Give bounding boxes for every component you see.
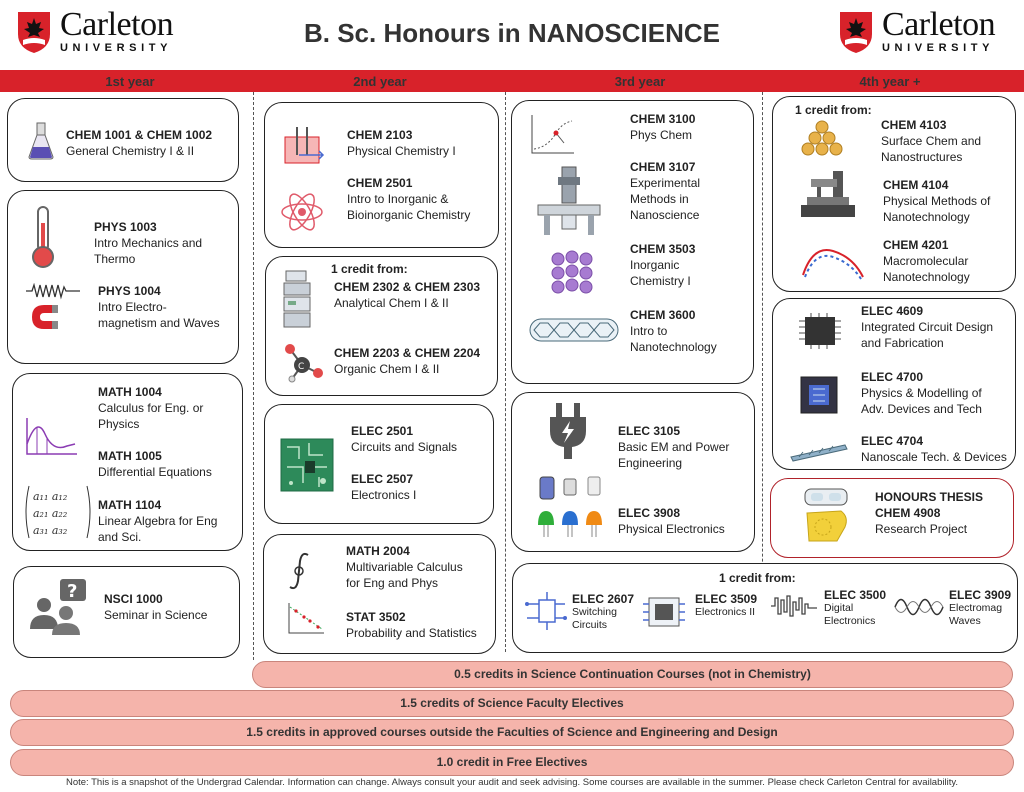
course-code: CHEM 4104 <box>883 178 949 192</box>
course-name: Physical Chemistry I <box>347 144 456 158</box>
year-label-2: 2nd year <box>353 74 407 89</box>
course-name: Nanoscale Tech. & Devices <box>861 450 1007 464</box>
year-label-1: 1st year <box>105 74 155 89</box>
card-elec2501 <box>264 404 494 524</box>
hplc-instrument-icon <box>280 269 316 331</box>
course-name: Physical Electronics <box>618 522 725 536</box>
course-name: Nanotechnology <box>630 340 717 354</box>
polymer-chain-icon <box>801 243 865 281</box>
course-code: ELEC 3105 <box>618 424 681 438</box>
course-name: Methods in <box>630 192 689 206</box>
credit-label: 1 credit from: <box>795 103 872 117</box>
course-code: ELEC 3500 <box>824 588 887 602</box>
page-title: B. Sc. Honours in NANOSCIENCE <box>303 18 721 48</box>
power-plug-icon <box>546 401 590 461</box>
crystal-lattice-icon <box>548 249 596 297</box>
course-code: CHEM 3503 <box>630 242 696 256</box>
footnote: Note: This is a snapshot of the Undergrad Calendar. Information can change. Always consult your audit and seek advising. Some courses are available in the summer. Please check Carleton Central for availability. <box>65 777 959 788</box>
matrix-icon <box>23 484 93 540</box>
course-name: Digital <box>824 602 854 614</box>
course-name: Waves <box>949 615 981 627</box>
course-name: Electronics <box>824 615 876 627</box>
course-name: Multivariable Calculus <box>346 560 463 574</box>
course-code: ELEC 2501 <box>351 424 414 438</box>
goggles-gloves-icon <box>801 487 851 543</box>
card-y3-chem <box>511 100 754 384</box>
nanoparticle-stack-icon <box>799 119 845 159</box>
elective-bar-free: 1.0 credit in Free Electives <box>10 749 1014 776</box>
device-chip-icon <box>799 375 839 415</box>
logo-subtitle: UNIVERSITY <box>882 42 995 54</box>
card-honours-thesis <box>770 478 1014 558</box>
elective-bar-science: 1.5 credits of Science Faculty Electives <box>10 690 1014 717</box>
thermometer-icon <box>28 205 58 269</box>
course-code: ELEC 4700 <box>861 370 924 384</box>
credit-label: 1 credit from: <box>719 571 796 585</box>
course-name: Calculus for Eng. or <box>98 401 204 415</box>
course-code: CHEM 3600 <box>630 308 696 322</box>
course-name: Surface Chem and <box>881 134 982 148</box>
course-name: Electromag <box>949 602 1003 614</box>
course-name: Intro Electro- <box>98 300 167 314</box>
course-code: CHEM 4908 <box>875 506 941 520</box>
nanowire-icon <box>789 441 849 463</box>
logo-wordmark: Carleton <box>882 6 996 43</box>
course-code: CHEM 2302 & CHEM 2303 <box>334 280 481 294</box>
switching-circuit-icon <box>525 590 567 632</box>
integral-icon <box>286 551 316 591</box>
course-code: ELEC 2507 <box>351 472 414 486</box>
molecule-icon <box>278 341 326 385</box>
digital-signal-icon <box>769 594 819 618</box>
course-code: ELEC 2607 <box>572 592 635 606</box>
course-code: CHEM 2203 & CHEM 2204 <box>334 346 481 360</box>
svg-text:a₂₁ a₂₂: a₂₁ a₂₂ <box>33 507 68 520</box>
course-name: Switching <box>572 606 617 618</box>
course-code: CHEM 3100 <box>630 112 696 126</box>
course-name: General Chemistry I & II <box>66 144 195 158</box>
course-code: CHEM 4201 <box>883 238 949 252</box>
logo-wordmark: Carleton <box>60 6 174 43</box>
course-name: Basic EM and Power <box>618 440 730 454</box>
logo-subtitle: UNIVERSITY <box>60 42 173 54</box>
card-chem2103 <box>264 102 499 248</box>
course-name: Phys Chem <box>630 128 693 142</box>
course-name: Intro to <box>630 324 668 338</box>
course-name: for Eng and Phys <box>346 576 439 590</box>
people-question-icon <box>26 577 92 635</box>
card-y3-credit <box>512 563 1018 653</box>
course-code: ELEC 4704 <box>861 434 924 448</box>
course-name: Chemistry I <box>630 274 691 288</box>
circuit-board-icon <box>279 437 335 493</box>
card-math2004 <box>263 534 496 654</box>
course-name: Adv. Devices and Tech <box>861 402 982 416</box>
card-nsci1000 <box>13 566 240 658</box>
course-code: NSCI 1000 <box>104 592 163 606</box>
course-code: ELEC 3909 <box>949 588 1012 602</box>
curve-graph-icon <box>23 414 79 460</box>
course-code: CHEM 2103 <box>347 128 413 142</box>
flask-icon <box>26 121 56 161</box>
microchip-icon <box>641 594 687 630</box>
course-name: Differential Equations <box>98 465 212 479</box>
course-name: Integrated Circuit Design <box>861 320 994 334</box>
course-name: Thermo <box>94 252 136 266</box>
course-code: ELEC 3908 <box>618 506 681 520</box>
course-name: Research Project <box>875 522 968 536</box>
afm-instrument-icon <box>797 169 859 221</box>
card-chem1001 <box>7 98 239 182</box>
course-name: Intro to Inorganic & <box>347 192 449 206</box>
elective-bar-outside: 1.5 credits in approved courses outside the Faculties of Science and Engineering and Design <box>10 719 1014 746</box>
course-code: PHYS 1004 <box>98 284 161 298</box>
nanotube-icon <box>528 315 620 345</box>
course-name: Circuits <box>572 619 608 631</box>
column-divider <box>253 92 254 660</box>
course-name: Nanotechnology <box>883 270 970 284</box>
card-y3-elec <box>511 392 755 552</box>
card-math <box>12 373 243 551</box>
course-code: ELEC 4609 <box>861 304 924 318</box>
course-name: Inorganic <box>630 258 680 272</box>
course-code: MATH 1004 <box>98 385 162 399</box>
course-name: Physics & Modelling of <box>861 386 982 400</box>
course-code: PHYS 1003 <box>94 220 157 234</box>
course-name: and Sci. <box>98 530 142 544</box>
column-divider <box>505 92 506 652</box>
course-name: Seminar in Science <box>104 608 208 622</box>
card-y2-credit <box>265 256 498 396</box>
course-code: CHEM 3107 <box>630 160 696 174</box>
svg-text:C: C <box>298 362 305 372</box>
course-name: Nanostructures <box>881 150 963 164</box>
course-code: CHEM 2501 <box>347 176 413 190</box>
course-name: Linear Algebra for Eng <box>98 514 218 528</box>
course-name: Physical Methods of <box>883 194 991 208</box>
course-code: CHEM 4103 <box>881 118 947 132</box>
course-name: Electronics II <box>695 606 756 618</box>
svg-text:a₃₁ a₃₂: a₃₁ a₃₂ <box>33 524 68 537</box>
course-name: Circuits and Signals <box>351 440 458 454</box>
course-code: MATH 1005 <box>98 449 162 463</box>
card-y4-elec <box>772 298 1016 470</box>
capacitor-led-icon <box>534 475 610 539</box>
card-phys <box>7 190 239 364</box>
course-name: Engineering <box>618 456 683 470</box>
year-label-3: 3rd year <box>614 74 666 89</box>
thesis-title: HONOURS THESIS <box>875 490 984 504</box>
magnet-wave-icon <box>24 283 82 331</box>
credit-label: 1 credit from: <box>331 262 408 276</box>
course-code: MATH 2004 <box>346 544 410 558</box>
electron-microscope-icon <box>534 165 604 239</box>
course-code: CHEM 1001 & CHEM 1002 <box>66 128 213 142</box>
scatter-plot-icon <box>286 601 326 635</box>
year-label-4: 4th year + <box>859 74 921 89</box>
course-name: magnetism and Waves <box>98 316 220 330</box>
course-name: Physics <box>98 417 140 431</box>
phase-graph-icon <box>526 113 576 159</box>
course-name: and Fabrication <box>861 336 944 350</box>
em-wave-icon <box>893 592 945 622</box>
course-code: STAT 3502 <box>346 610 406 624</box>
elective-bar-continuation: 0.5 credits in Science Continuation Courses (not in Chemistry) <box>252 661 1013 688</box>
ic-chip-icon <box>797 311 843 351</box>
card-y4-chem <box>772 96 1016 292</box>
course-name: Analytical Chem I & II <box>334 296 449 310</box>
svg-text:?: ? <box>67 581 78 602</box>
course-name: Nanotechnology <box>883 210 970 224</box>
course-name: Macromolecular <box>883 254 969 268</box>
course-code: MATH 1104 <box>98 498 162 512</box>
course-name: Intro Mechanics and <box>94 236 203 250</box>
course-name: Probability and Statistics <box>346 626 477 640</box>
svg-text:a₁₁ a₁₂: a₁₁ a₁₂ <box>33 490 68 503</box>
course-name: Nanoscience <box>630 208 700 222</box>
atom-icon <box>279 189 325 235</box>
course-name: Electronics I <box>351 488 417 502</box>
course-code: ELEC 3509 <box>695 592 758 606</box>
course-name: Organic Chem I & II <box>334 362 440 376</box>
heat-transfer-icon <box>283 125 327 165</box>
course-name: Bioinorganic Chemistry <box>347 208 471 222</box>
course-name: Experimental <box>630 176 701 190</box>
